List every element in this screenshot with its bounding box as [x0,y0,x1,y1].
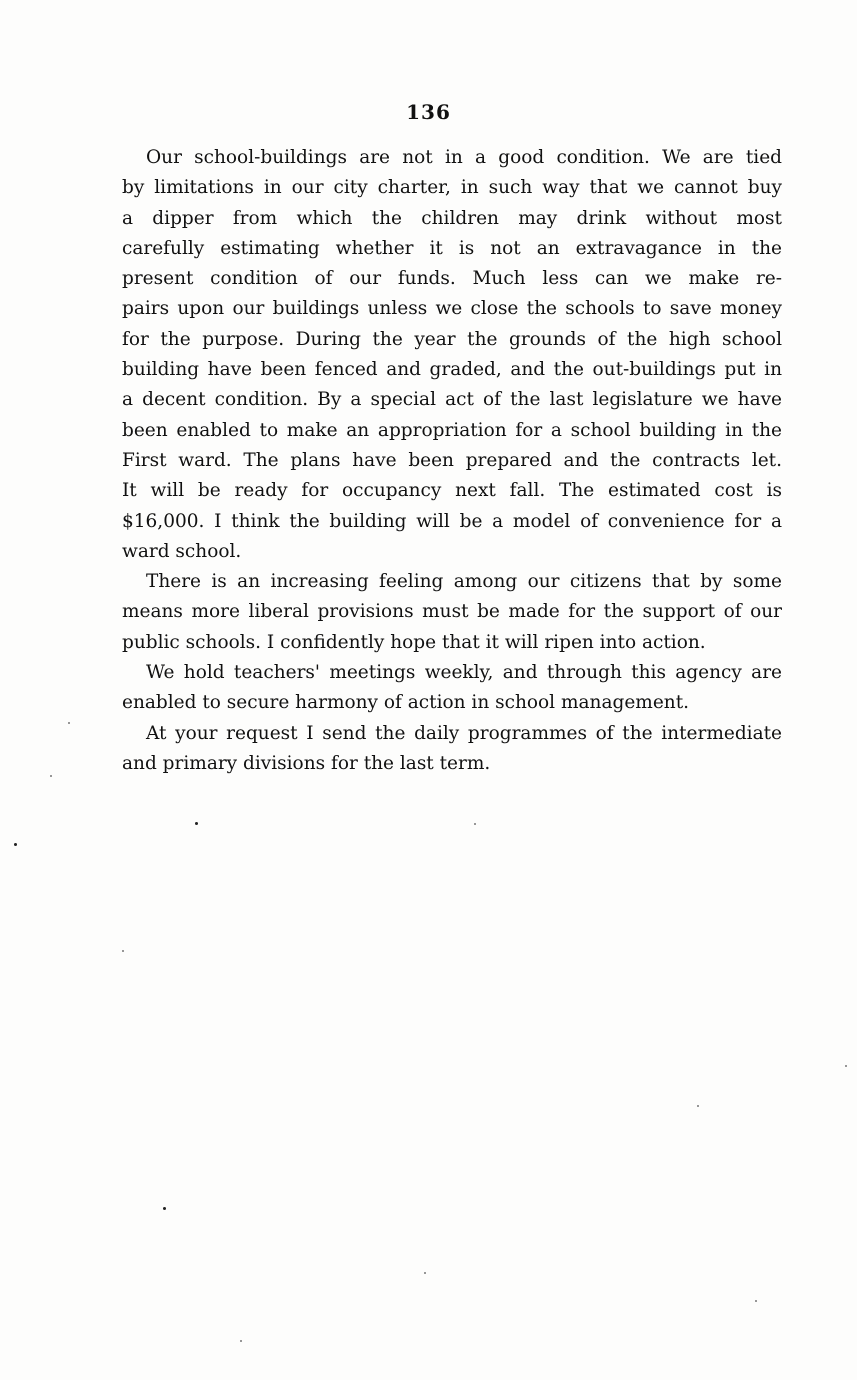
text-line: carefully estimating whether it is not an extravagance in the [122,237,782,259]
paragraph-school-buildings [122,143,782,567]
text-line: a dipper from which the children may drink without most [122,207,782,229]
text-line: and primary divisions for the last term. [122,752,491,774]
scan-speck [424,1272,426,1274]
body-text [122,143,782,779]
text-line: At your request I send the daily programmes of the intermediate [146,722,782,744]
text-line: means more liberal provisions must be made for the support of our [122,601,782,623]
text-line: building have been fenced and graded, and the out-buildings put in [122,359,782,381]
scan-speck [474,823,476,825]
scan-speck [163,1207,166,1210]
paragraph-daily-programmes [122,719,782,780]
page-number: 136 [406,100,451,124]
scan-speck [697,1105,699,1107]
text-line: We hold teachers' meetings weekly, and through this agency are [146,662,782,684]
text-line: by limitations in our city charter, in such way that we cannot buy [122,177,782,199]
scan-speck [755,1300,757,1302]
paragraph-liberal-provisions [122,567,782,658]
text-line: First ward. The plans have been prepared and the contracts let. [122,449,782,471]
text-line: It will be ready for occupancy next fall. The estimated cost is [122,480,782,502]
text-line: ward school. [122,540,242,562]
text-line: for the purpose. During the year the grounds of the high school [122,328,782,350]
paragraph-teachers-meetings [122,658,782,719]
text-line: pairs upon our buildings unless we close the schools to save money [122,298,782,320]
text-line: been enabled to make an appropriation for a school building in the [122,419,782,441]
text-line: enabled to secure harmony of action in school management. [122,692,690,714]
text-line: present condition of our funds. Much less can we make re- [122,268,782,290]
scan-speck [195,822,198,825]
text-line: a decent condition. By a special act of the last legislature we have [122,389,782,411]
text-line: Our school-buildings are not in a good condition. We are tied [146,147,782,168]
text-line: There is an increasing feeling among our citizens that by some [146,571,782,593]
scan-speck [845,1065,847,1067]
text-line: $16,000. I think the building will be a model of convenience for a [122,510,782,532]
scan-speck [14,843,17,846]
scan-speck [122,950,124,952]
scan-speck [50,775,52,777]
scan-speck [68,722,70,724]
scan-speck [240,1340,242,1342]
text-line: public schools. I confidently hope that it will ripen into action. [122,631,706,653]
